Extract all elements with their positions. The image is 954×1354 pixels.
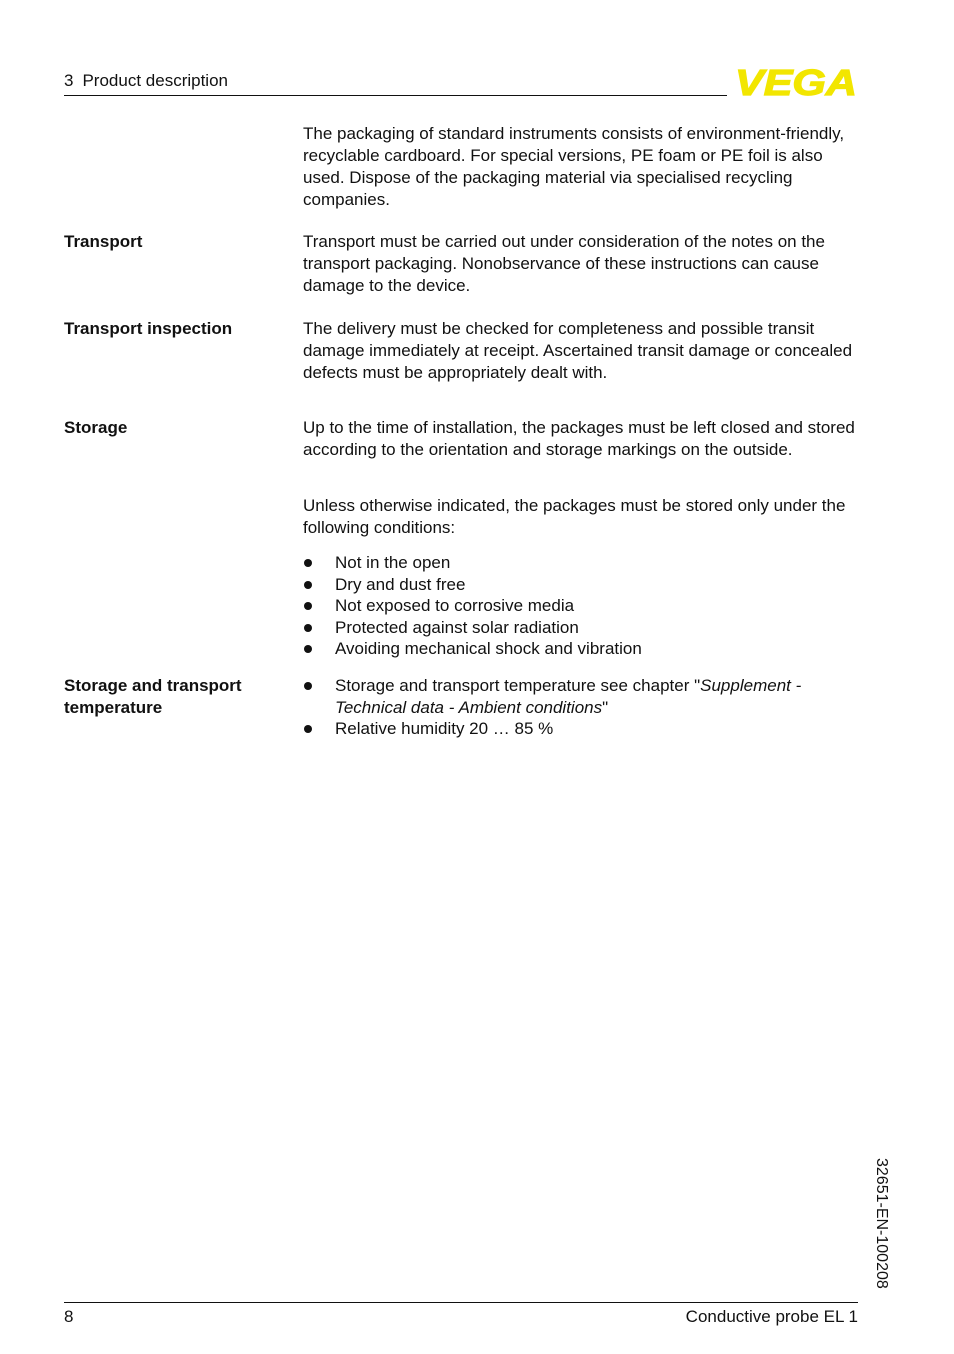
storage-paragraph-1: [303, 417, 859, 461]
list-item-text: Storage and transport temperature see chapter ": [335, 676, 701, 695]
storage-conditions-list: [303, 552, 859, 660]
document-title: Conductive probe EL 1: [685, 1307, 858, 1326]
packaging-text: The packaging of standard instruments consists of environment-friendly, recyclable cardboard. For special versions, PE foam or PE foil is also used. Dispose of the packaging material via specialised recycling companies.: [303, 124, 845, 209]
chapter-reference: Supplement - Technical data - Ambient conditions: [335, 676, 802, 717]
bullet-icon: [304, 725, 312, 733]
bullet-icon: [304, 602, 312, 610]
list-item-text: Not exposed to corrosive media: [335, 596, 575, 616]
packaging-paragraph: [303, 123, 859, 211]
list-item-text-suffix: ": [602, 697, 609, 717]
storage-text-2: Unless otherwise indicated, the packages must be stored only under the following conditions:: [303, 496, 846, 537]
list-item: [303, 675, 859, 718]
list-item-text: Not in the open: [335, 553, 451, 572]
bullet-icon: [304, 624, 312, 632]
vega-logo: [734, 66, 858, 97]
logo-text: VEGA: [735, 66, 857, 97]
header-rule: [64, 95, 727, 96]
bullet-icon: [304, 559, 312, 567]
bullet-icon: [304, 682, 312, 690]
chapter-number: 3: [64, 71, 74, 90]
chapter-title: Product description: [82, 71, 228, 90]
bullet-icon: [304, 645, 312, 653]
transport-inspection-paragraph: [303, 318, 859, 384]
transport-paragraph: [303, 231, 859, 297]
running-header: [64, 71, 228, 91]
storage-temperature-heading: Storage and transport temperature: [64, 676, 242, 717]
transport-text: Transport must be carried out under consideration of the notes on the transport packaging. Nonobservance of these instructions can cause damage to the device.: [303, 232, 825, 295]
storage-paragraph-2: [303, 495, 859, 539]
storage-temperature-list: [303, 675, 859, 740]
list-item-text: Avoiding mechanical shock and vibration: [335, 639, 642, 659]
bullet-icon: [304, 581, 312, 589]
document-code: 32651-EN-100208: [873, 1158, 890, 1289]
transport-inspection-heading: Transport inspection: [64, 319, 233, 338]
list-item: [303, 718, 859, 740]
storage-text-1: Up to the time of installation, the packages must be left closed and stored according to the orientation and storage markings on the outside.: [303, 418, 855, 459]
list-item: [303, 617, 859, 639]
list-item-text: Relative humidity 20 … 85 %: [335, 719, 554, 739]
list-item-text: Dry and dust free: [335, 574, 466, 594]
page-number: 8: [64, 1307, 74, 1326]
list-item: [303, 552, 859, 574]
transport-inspection-text: The delivery must be checked for completeness and possible transit damage immediately at receipt. Ascertained transit damage or concealed defects must be appropriately dealt with.: [303, 319, 853, 382]
list-item: [303, 638, 859, 660]
list-item-text: Protected against solar radiation: [335, 617, 579, 637]
footer-rule: [64, 1302, 858, 1303]
list-item: [303, 574, 859, 596]
transport-heading: Transport: [64, 232, 143, 251]
storage-heading: Storage: [64, 418, 128, 437]
list-item: [303, 595, 859, 617]
